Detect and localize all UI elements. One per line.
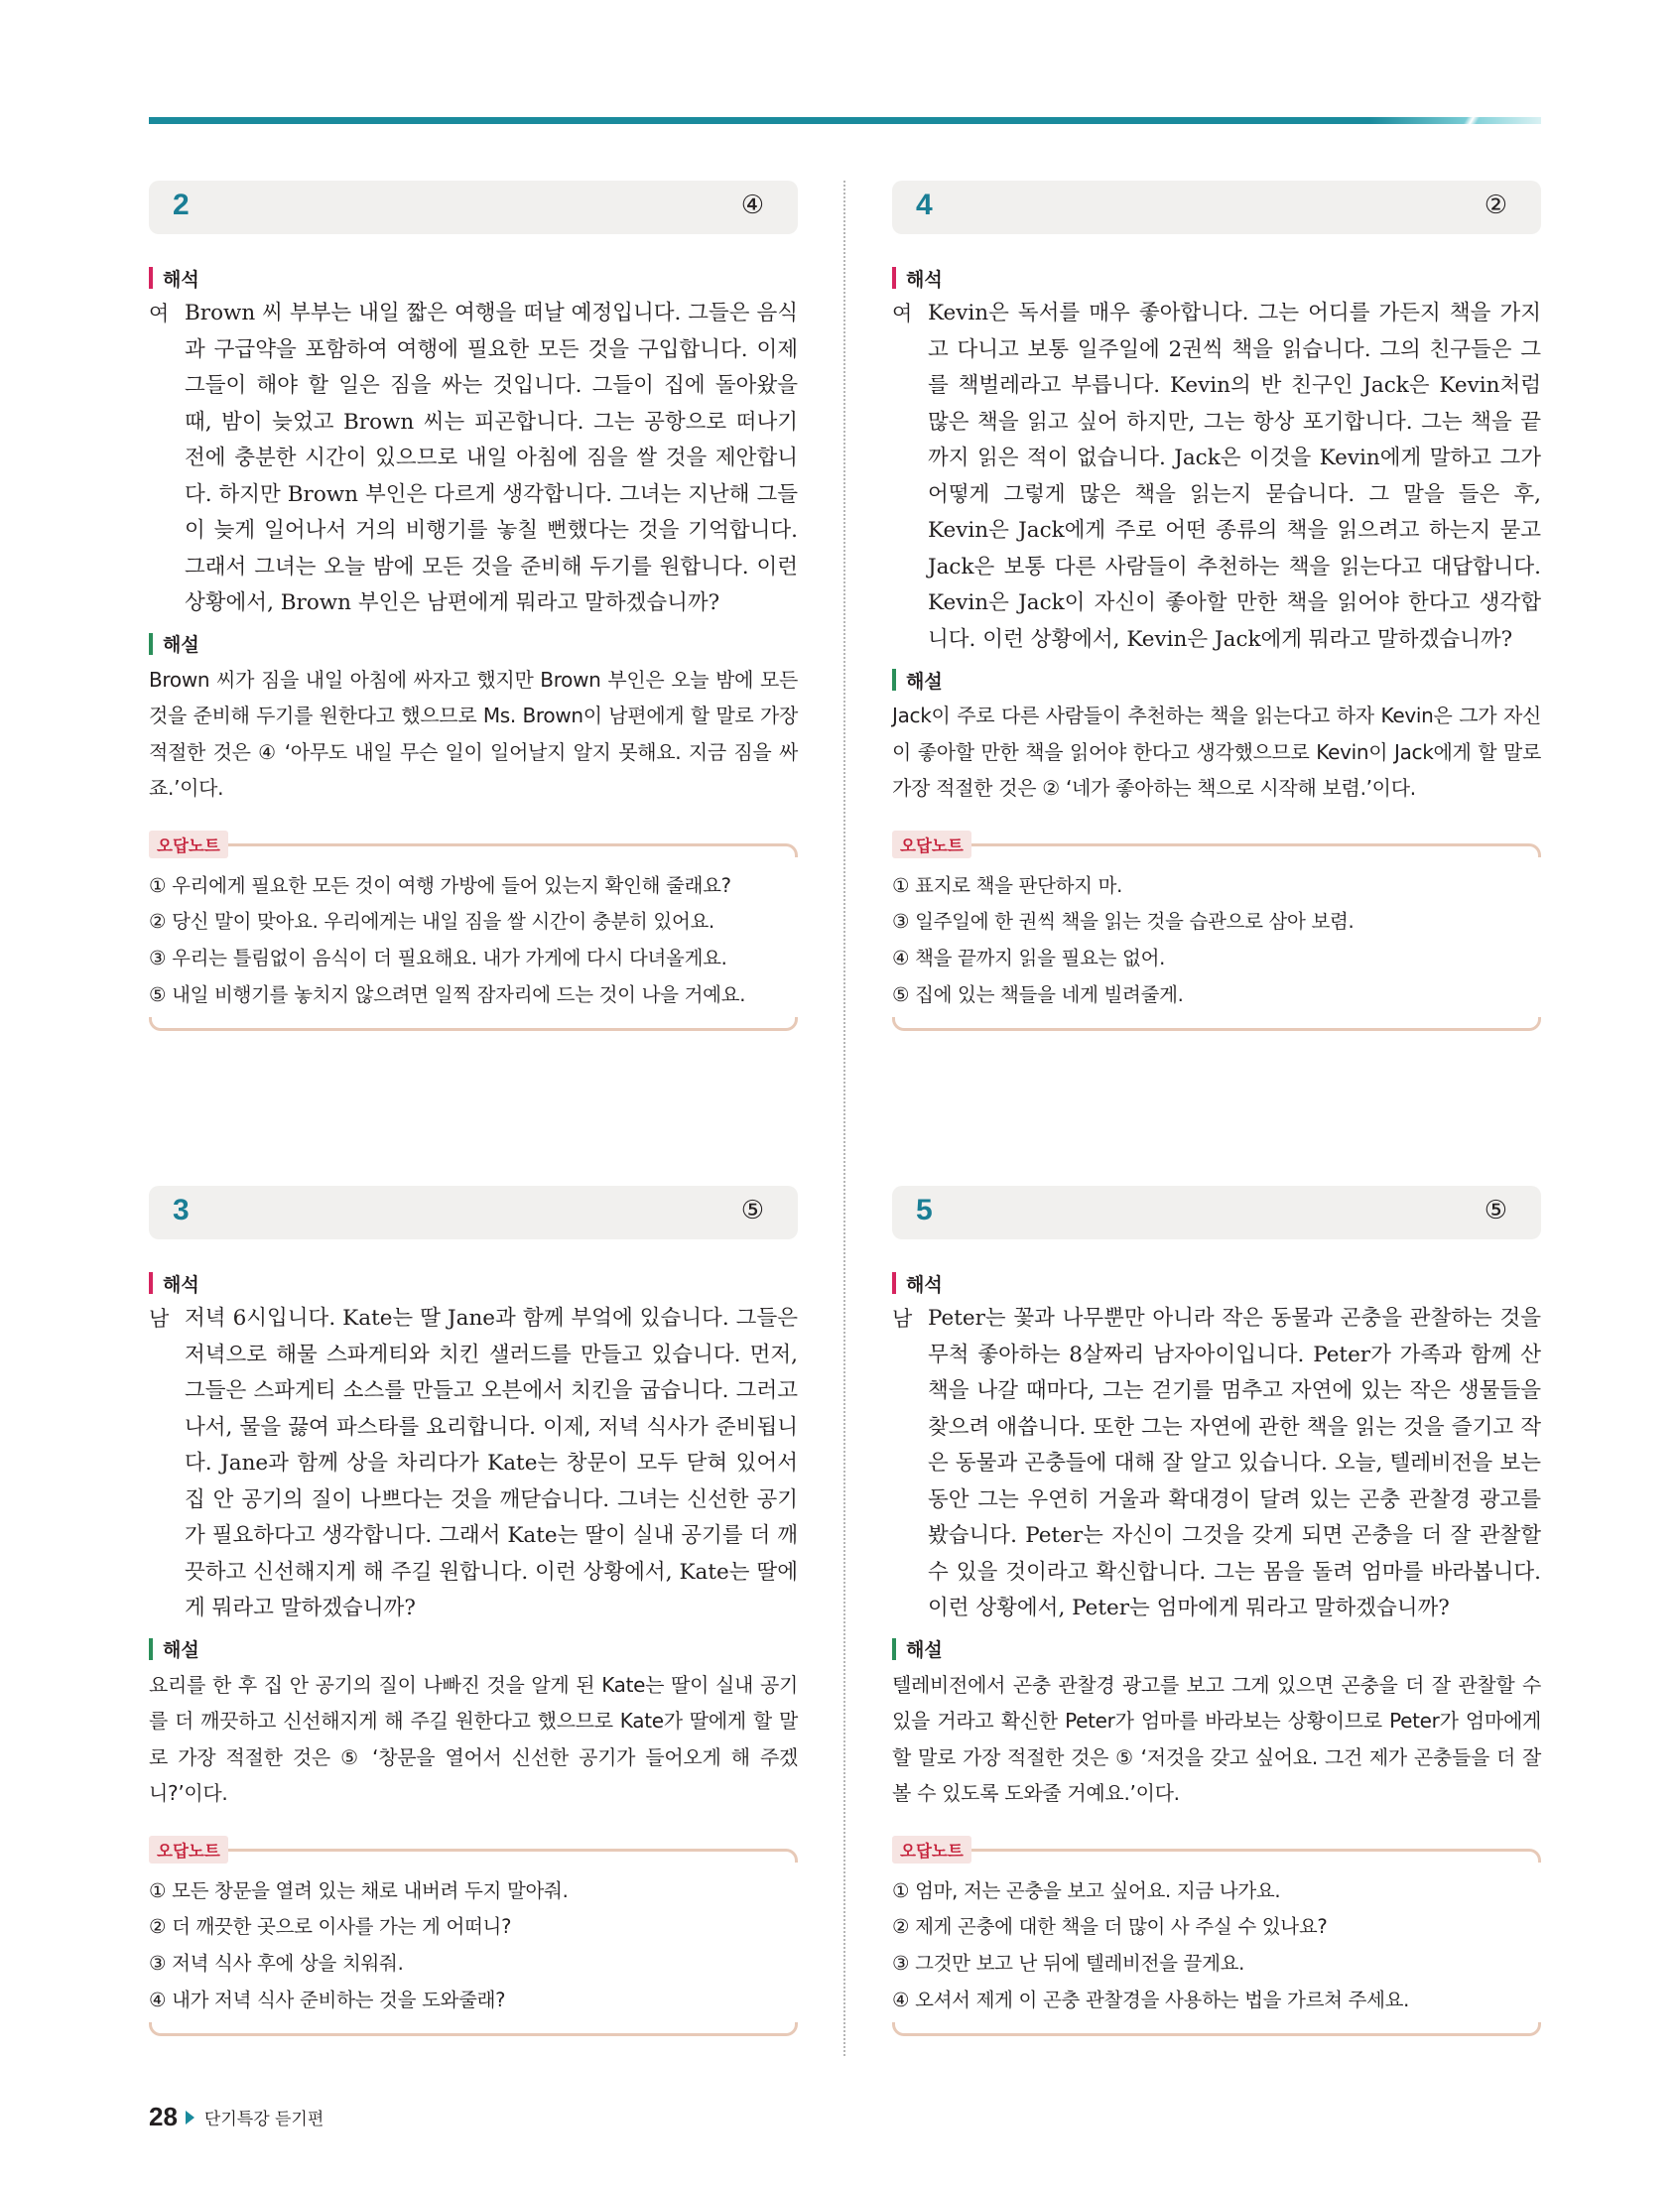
note-item: ① 모든 창문을 열려 있는 채로 내버려 두지 말아줘. — [149, 1878, 569, 1902]
answer-mark: ② — [1484, 191, 1507, 220]
note-item: ② 제게 곤충에 대한 책을 더 많이 사 주실 수 있나요? — [892, 1915, 1328, 1939]
note-frame-top — [218, 843, 798, 857]
explanation-label — [892, 1635, 1541, 1663]
note-tag: 오답노트 — [149, 831, 228, 858]
note-item: ⑤ 내일 비행기를 놓치지 않으려면 일찍 잠자리에 드는 것이 나을 거예요. — [149, 982, 746, 1006]
question-card-5 — [892, 1186, 1541, 2036]
section-marker — [149, 267, 153, 289]
speaker-label: 남 — [892, 1307, 913, 1331]
triangle-right-icon — [186, 2111, 194, 2124]
question-header — [149, 181, 798, 234]
note-item: ④ 내가 저녁 식사 준비하는 것을 도와줄래? — [149, 1988, 506, 2011]
note-tag: 오답노트 — [149, 1836, 228, 1864]
wrong-answer-note — [892, 831, 1541, 1032]
explanation-label — [149, 1635, 798, 1663]
question-number: 2 — [173, 189, 190, 221]
speaker-label: 남 — [149, 1307, 170, 1331]
question-card-2 — [149, 181, 798, 1031]
note-frame-top — [962, 843, 1541, 857]
note-item: ④ 오셔서 제게 이 곤충 관찰경을 사용하는 법을 가르쳐 주세요. — [892, 1988, 1410, 2011]
question-header — [892, 181, 1541, 234]
top-accent-bar — [149, 117, 1541, 124]
script-label — [892, 264, 1541, 292]
wrong-answer-note — [149, 831, 798, 1032]
script-label-text: 해석 — [906, 1273, 943, 1296]
script-block — [892, 296, 1541, 658]
answer-mark: ⑤ — [740, 1196, 764, 1225]
section-marker — [892, 267, 896, 289]
script-label-text: 해석 — [163, 268, 199, 291]
script-label — [892, 1269, 1541, 1297]
explanation-label-text: 해설 — [906, 1639, 943, 1661]
script-label — [149, 264, 798, 292]
speaker-label: 여 — [892, 302, 913, 325]
script-text: Brown 씨 부부는 내일 짧은 여행을 떠날 예정입니다. 그들은 음식과 구급약을 포함하여 여행에 필요한 모든 것을 구입합니다. 이제 그들이 해야 할 일은 짐을 싸는 것입니다. 그들이 집에 돌아왔을 때, 밤이 늦었고 Brown 씨는 피곤합니다. 그는 공항으로 떠나기 전에 충분한 시간이 있으므로 내일 아침에 짐을 쌀 것을 제안합니다. 하지만 Brown 부인은 다르게 생각합니다. 그녀는 지난해 그들이 늦게 일어나서 거의 비행기를 놓칠 뻔했다는 것을 기억합니다. 그래서 그녀는 오늘 밤에 모든 것을 준비해 두기를 원합니다. 이런 상황에서, Brown 부인은 남편에게 뭐라고 말하겠습니까? — [185, 301, 798, 615]
wrong-answer-note — [149, 1836, 798, 2037]
explanation-label — [892, 666, 1541, 694]
note-list — [149, 1873, 798, 2019]
note-item: ④ 책을 끝까지 읽을 필요는 없어. — [892, 946, 1166, 969]
script-block — [892, 1301, 1541, 1627]
explanation-text: 요리를 한 후 집 안 공기의 질이 나빠진 것을 알게 된 Kate는 딸이 실내 공기를 더 깨끗하고 신선해지게 해 주길 원한다고 했으므로 Kate가 딸에게 할 말로 가장 적절한 것은 ⑤ ‘창문을 열어서 신선한 공기가 들어오게 해 주겠니?’이다. — [149, 1672, 798, 1805]
note-item: ② 더 깨끗한 곳으로 이사를 가는 게 어떠니? — [149, 1915, 512, 1939]
explanation-label-text: 해설 — [163, 1639, 199, 1661]
note-item: ② 당신 말이 맞아요. 우리에게는 내일 짐을 쌀 시간이 충분히 있어요. — [149, 910, 714, 934]
page-footer — [149, 2102, 323, 2132]
question-header — [149, 1186, 798, 1239]
section-marker — [892, 669, 896, 691]
question-number: 4 — [916, 189, 933, 221]
note-item: ① 엄마, 저는 곤충을 보고 싶어요. 지금 나가요. — [892, 1878, 1281, 1902]
explanation-label — [149, 630, 798, 658]
script-label — [149, 1269, 798, 1297]
note-tag: 오답노트 — [892, 831, 971, 858]
explanation-text: Jack이 주로 다른 사람들이 추천하는 책을 읽는다고 하자 Kevin은 그가 자신이 좋아할 만한 책을 읽어야 한다고 생각했으므로 Kevin이 Jack에게 할 말로 가장 적절한 것은 ② ‘네가 좋아하는 책으로 시작해 보렴.’이다. — [892, 704, 1541, 800]
explanation-label-text: 해설 — [906, 670, 943, 693]
question-number: 3 — [173, 1194, 190, 1226]
note-item: ③ 그것만 보고 난 뒤에 텔레비전을 끌게요. — [892, 1951, 1245, 1975]
answer-mark: ④ — [740, 191, 764, 220]
speaker-label: 여 — [149, 302, 170, 325]
note-frame-top — [218, 1849, 798, 1863]
section-marker — [892, 1272, 896, 1294]
note-frame-top — [962, 1849, 1541, 1863]
explanation-text: 텔레비전에서 곤충 관찰경 광고를 보고 그게 있으면 곤충을 더 잘 관찰할 수 있을 거라고 확신한 Peter가 엄마를 바라보는 상황이므로 Peter가 엄마에게 할 말로 가장 적절한 것은 ⑤ ‘저것을 갖고 싶어요. 그건 제가 곤충들을 더 잘 볼 수 있도록 도와줄 거예요.’이다. — [892, 1672, 1541, 1805]
script-block — [149, 1301, 798, 1627]
note-list — [149, 868, 798, 1014]
note-item: ③ 우리는 틀림없이 음식이 더 필요해요. 내가 가게에 다시 다녀올게요. — [149, 946, 727, 969]
note-item: ③ 일주일에 한 권씩 책을 읽는 것을 습관으로 삼아 보렴. — [892, 910, 1355, 934]
note-list — [892, 1873, 1541, 2019]
question-header — [892, 1186, 1541, 1239]
column-divider — [843, 181, 845, 2056]
note-list — [892, 868, 1541, 1014]
page-number: 28 — [149, 2102, 178, 2131]
note-item: ① 우리에게 필요한 모든 것이 여행 가방에 들어 있는지 확인해 줄래요? — [149, 873, 731, 897]
explanation-label-text: 해설 — [163, 634, 199, 656]
script-block — [149, 296, 798, 622]
note-frame-bottom — [892, 1017, 1541, 1031]
top-accent-bar-fade — [1369, 117, 1541, 124]
note-frame-bottom — [149, 2022, 798, 2036]
explanation-text: Brown 씨가 짐을 내일 아침에 싸자고 했지만 Brown 부인은 오늘 밤에 모든 것을 준비해 두기를 원한다고 했으므로 Ms. Brown이 남편에게 할 말로 가장 적절한 것은 ④ ‘아무도 내일 무슨 일이 일어날지 알지 못해요. 지금 짐을 싸죠.’이다. — [149, 667, 798, 800]
book-title: 단기특강 듣기편 — [203, 2110, 324, 2129]
question-card-4 — [892, 181, 1541, 1031]
script-text: Kevin은 독서를 매우 좋아합니다. 그는 어디를 가든지 책을 가지고 다니고 보통 일주일에 2권씩 책을 읽습니다. 그의 친구들은 그를 책벌레라고 부릅니다. Kevin의 반 친구인 Jack은 Kevin처럼 많은 책을 읽고 싶어 하지만, 그는 항상 포기합니다. 그는 책을 끝까지 읽은 적이 없습니다. Jack은 이것을 Kevin에게 말하고 그가 어떻게 그렇게 많은 책을 읽는지 묻습니다. 그 말을 들은 후, Kevin은 Jack에게 주로 어떤 종류의 책을 읽으려고 하는지 묻고 Jack은 보통 다른 사람들이 추천하는 책을 읽는다고 대답합니다. Kevin은 Jack이 자신이 좋아할 만한 책을 읽어야 한다고 생각합니다. 이런 상황에서, Kevin은 Jack에게 뭐라고 말하겠습니까? — [928, 301, 1541, 652]
note-item: ① 표지로 책을 판단하지 마. — [892, 873, 1123, 897]
wrong-answer-note — [892, 1836, 1541, 2037]
script-text: 저녁 6시입니다. Kate는 딸 Jane과 함께 부엌에 있습니다. 그들은 저녁으로 해물 스파게티와 치킨 샐러드를 만들고 있습니다. 먼저, 그들은 스파게티 소스를 만들고 오븐에서 치킨을 굽습니다. 그러고 나서, 물을 끓여 파스타를 요리합니다. 이제, 저녁 식사가 준비됩니다. Jane과 함께 상을 차리다가 Kate는 창문이 모두 닫혀 있어서 집 안 공기의 질이 나쁘다는 것을 깨닫습니다. 그녀는 신선한 공기가 필요하다고 생각합니다. 그래서 Kate는 딸이 실내 공기를 더 깨끗하고 신선해지게 해 주길 원합니다. 이런 상황에서, Kate는 딸에게 뭐라고 말하겠습니까? — [185, 1306, 798, 1620]
note-item: ③ 저녁 식사 후에 상을 치워줘. — [149, 1951, 404, 1975]
note-tag: 오답노트 — [892, 1836, 971, 1864]
question-card-3 — [149, 1186, 798, 2036]
section-marker — [149, 1272, 153, 1294]
answer-mark: ⑤ — [1484, 1196, 1507, 1225]
section-marker — [149, 633, 153, 655]
question-number: 5 — [916, 1194, 933, 1226]
note-frame-bottom — [149, 1017, 798, 1031]
note-item: ⑤ 집에 있는 책들을 네게 빌려줄게. — [892, 982, 1184, 1006]
script-label-text: 해석 — [163, 1273, 199, 1296]
script-text: Peter는 꽃과 나무뿐만 아니라 작은 동물과 곤충을 관찰하는 것을 무척 좋아하는 8살짜리 남자아이입니다. Peter가 가족과 함께 산책을 나갈 때마다, 그는 걷기를 멈추고 자연에 있는 작은 생물들을 찾으려 애씁니다. 또한 그는 자연에 관한 책을 읽는 것을 즐기고 작은 동물과 곤충들에 대해 잘 알고 있습니다. 오늘, 텔레비전을 보는 동안 그는 우연히 거울과 확대경이 달려 있는 곤충 관찰경 광고를 봤습니다. Peter는 자신이 그것을 갖게 되면 곤충을 더 잘 관찰할 수 있을 것이라고 확신합니다. 그는 몸을 돌려 엄마를 바라봅니다. 이런 상황에서, Peter는 엄마에게 뭐라고 말하겠습니까? — [928, 1306, 1541, 1620]
note-frame-bottom — [892, 2022, 1541, 2036]
script-label-text: 해석 — [906, 268, 943, 291]
section-marker — [892, 1638, 896, 1660]
section-marker — [149, 1638, 153, 1660]
